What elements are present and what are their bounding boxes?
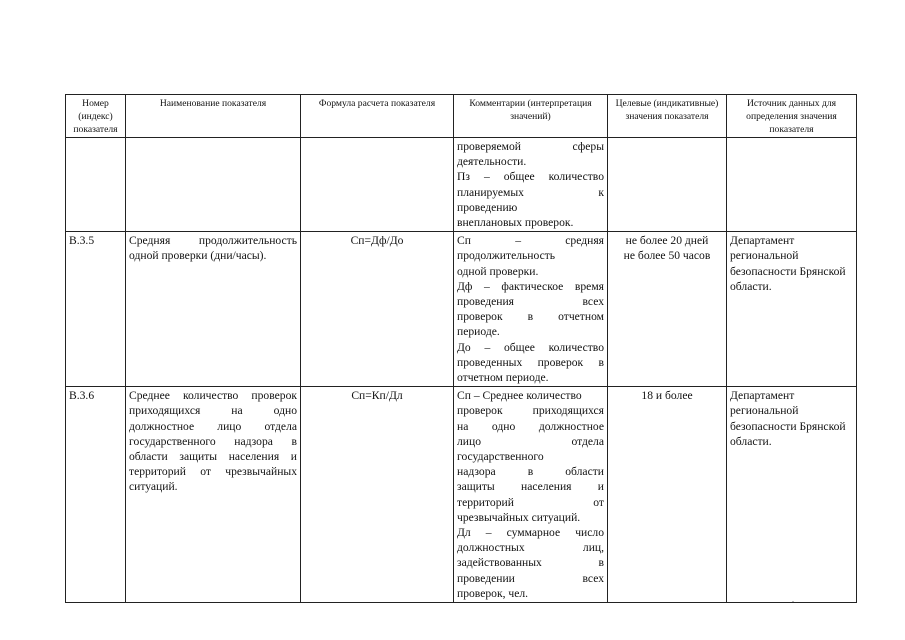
- header-comment: Комментарии (интерпретация значений): [454, 95, 608, 138]
- comment-line: территорий от: [457, 495, 604, 509]
- comment-line: надзора в области: [457, 465, 604, 479]
- comment-line: защиты населения и: [457, 480, 604, 494]
- row-name: Средняя продолжительность одной проверки (дни/часы).: [126, 232, 301, 387]
- header-num: Номер (индекс) показателя: [66, 95, 126, 138]
- comment-line: проверок, чел.: [457, 586, 529, 600]
- comment-line: одной проверки.: [457, 264, 539, 278]
- table-row: [66, 387, 857, 603]
- target-line: 18 и более: [641, 389, 693, 403]
- row-name: Среднее количество проверок приходящихся на одно должностное лицо отдела государственного надзора в области защиты населения и территорий от чрезвычайных ситуаций.: [126, 387, 301, 603]
- comment-line: должностных лиц,: [457, 541, 604, 555]
- header-name: Наименование показателя: [126, 95, 301, 138]
- comment-line: Сп – Среднее количество: [457, 389, 582, 403]
- row-formula: Сп=Кп/Дл: [301, 387, 454, 603]
- target-line: не более 50 часов: [623, 249, 711, 263]
- row-target: [608, 232, 727, 387]
- comment-line: на одно должностное: [457, 419, 604, 433]
- comment-line: периоде.: [457, 325, 500, 339]
- comment-line: проведению: [457, 200, 518, 214]
- row-comment: [454, 387, 608, 603]
- comment-line: продолжительность: [457, 249, 556, 263]
- header-source: Источник данных для определения значения показателя: [727, 95, 857, 138]
- comment-line: Дл – суммарное число: [457, 526, 604, 540]
- comment-line: государственного: [457, 450, 544, 464]
- row-source: Департамент региональной безопасности Брянской области.: [727, 387, 857, 603]
- header-formula: Формула расчета показателя: [301, 95, 454, 138]
- row-num: В.3.5: [66, 232, 126, 387]
- comment-line: проведении всех: [457, 571, 604, 585]
- comment-line: внеплановых проверок.: [457, 216, 574, 230]
- comment-line: лицо отдела: [457, 434, 604, 448]
- row-formula: [301, 138, 454, 232]
- comment-line: задействованных в: [457, 556, 604, 570]
- indicators-table: [65, 94, 857, 603]
- row-formula: Сп=Дф/До: [301, 232, 454, 387]
- comment-line: проверяемой сферы: [457, 140, 604, 153]
- row-source: Департамент региональной безопасности Брянской области.: [727, 232, 857, 387]
- comment-line: Сп – средняя: [457, 234, 604, 248]
- scan-speck: [792, 601, 794, 602]
- row-source: [727, 138, 857, 232]
- comment-line: До – общее количество: [457, 340, 604, 354]
- row-comment: [454, 232, 608, 387]
- row-num: [66, 138, 126, 232]
- comment-line: отчетном периоде.: [457, 371, 549, 385]
- comment-line: проверок в отчетном: [457, 310, 604, 324]
- comment-line: проверок приходящихся: [457, 404, 604, 418]
- row-comment: [454, 138, 608, 232]
- target-line: не более 20 дней: [625, 234, 709, 248]
- comment-line: Дф – фактическое время: [457, 279, 604, 293]
- header-target: Целевые (индикативные) значения показателя: [608, 95, 727, 138]
- comment-line: проведения всех: [457, 295, 604, 309]
- table-header-row: [66, 95, 857, 138]
- row-target: [608, 138, 727, 232]
- row-target: [608, 387, 727, 603]
- comment-line: проведенных проверок в: [457, 355, 604, 369]
- row-num: В.3.6: [66, 387, 126, 603]
- comment-line: Пз – общее количество: [457, 170, 604, 184]
- table-row: [66, 232, 857, 387]
- comment-line: планируемых к: [457, 185, 604, 199]
- row-name: [126, 138, 301, 232]
- comment-line: чрезвычайных ситуаций.: [457, 510, 581, 524]
- table-row: [66, 138, 857, 232]
- comment-line: деятельности.: [457, 155, 527, 169]
